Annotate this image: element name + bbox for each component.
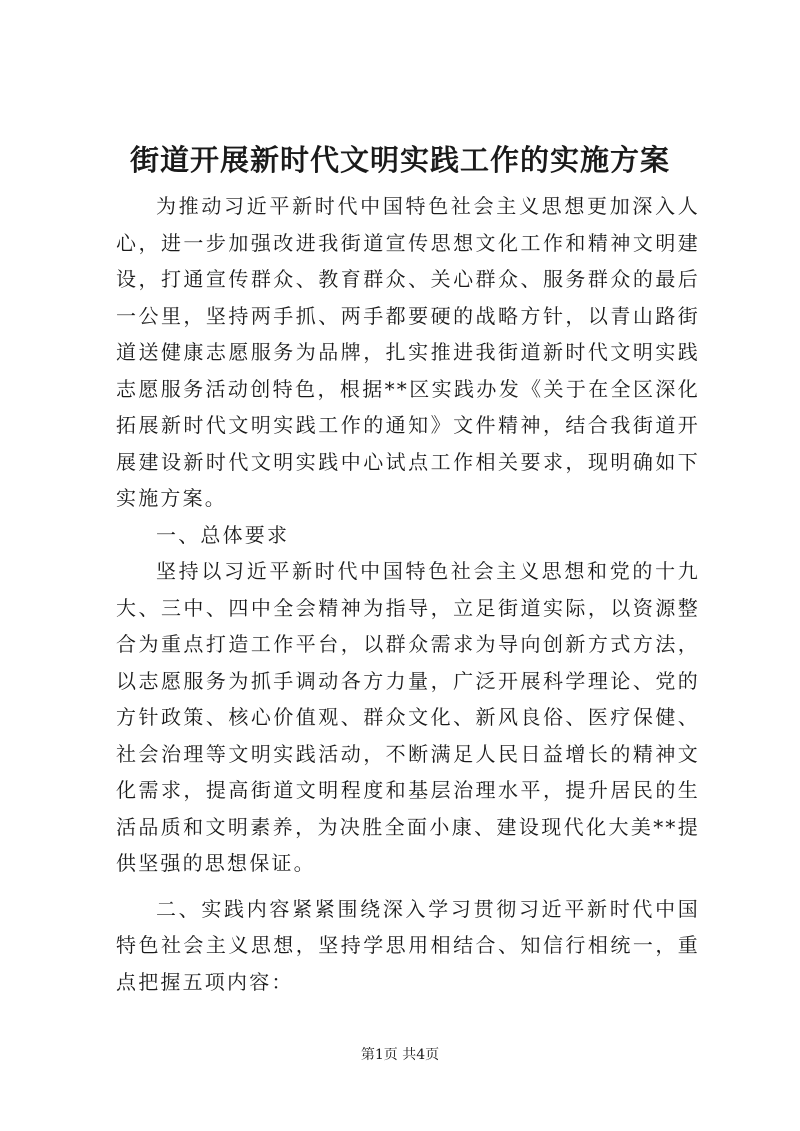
section-heading-general-requirements: 一、总体要求	[156, 522, 290, 547]
document-title: 街道开展新时代文明实践工作的实施方案	[129, 143, 670, 177]
general-requirements-paragraph: 坚持以习近平新时代中国特色社会主义思想和党的十九大、三中、四中全会精神为指导，立足街道实际，以资源整合为重点打造工作平台，以群众需求为导向创新方式方法，以志愿服务为抓手调动各方力量，广泛开展科学理论、党的方针政策、核心价值观、群众文化、新风良俗、医疗保健、社会治理等文明实践活动，不断满足人民日益增长的精神文化需求，提高街道文明程度和基层治理水平，提升居民的生活品质和文明素养，为决胜全面小康、建设现代化大美**提供坚强的思想保证。	[116, 559, 700, 875]
document-body	[116, 188, 700, 1000]
page-footer: 第1页 共4页	[360, 1047, 440, 1063]
practice-content-paragraph: 二、实践内容紧紧围绕深入学习贯彻习近平新时代中国特色社会主义思想，坚持学思用相结合、知信行相统一，重点把握五项内容：	[116, 896, 700, 994]
intro-paragraph: 为推动习近平新时代中国特色社会主义思想更加深入人心，进一步加强改进我街道宣传思想文化工作和精神文明建设，打通宣传群众、教育群众、关心群众、服务群众的最后一公里，坚持两手抓、两手都要硬的战略方针，以青山路街道送健康志愿服务为品牌，扎实推进我街道新时代文明实践志愿服务活动创特色，根据**区实践办发《关于在全区深化拓展新时代文明实践工作的通知》文件精神，结合我街道开展建设新时代文明实践中心试点工作相关要求，现明确如下实施方案。	[116, 194, 700, 510]
